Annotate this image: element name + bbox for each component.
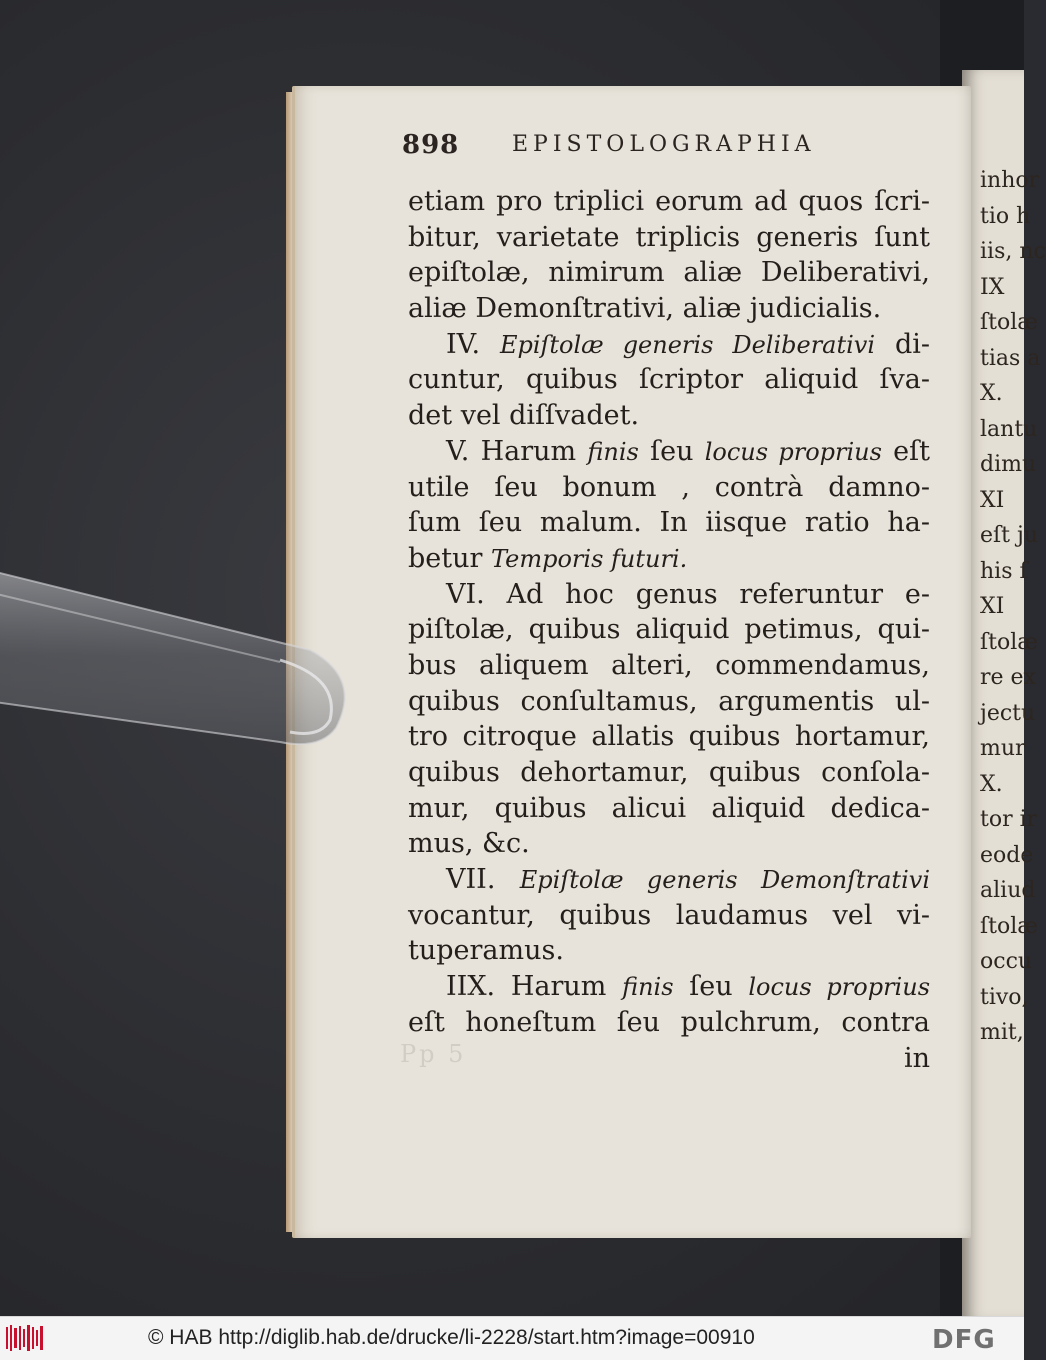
footer-bar (0, 1316, 1024, 1360)
italic-phrase: Epiſtolæ generis Demonſtrativi (519, 866, 930, 895)
text-line (408, 255, 930, 291)
facing-page-fragment: IX (980, 274, 1005, 300)
line-text: epiſtolæ, nimirum aliæ Deliberativi, (408, 257, 930, 289)
line-text: eſt (881, 435, 931, 467)
line-text: IIX. Harum (446, 971, 623, 1003)
italic-phrase: Temporis futuri. (491, 544, 688, 573)
italic-phrase: finis (622, 973, 674, 1002)
line-text: IV. (446, 328, 500, 360)
facing-page (962, 70, 1046, 1320)
facing-page-fragment: occu (980, 949, 1033, 974)
running-title: EPISTOLOGRAPHIA (512, 132, 816, 157)
facing-page-fragment: iis, nc (980, 239, 1046, 264)
facing-page-fragment: ſtolæ (980, 913, 1038, 939)
line-text: ſeu (638, 435, 705, 467)
body-text (408, 184, 930, 1076)
text-line (408, 505, 930, 541)
line-text: tuperamus. (408, 935, 564, 967)
line-text: in (903, 1042, 930, 1074)
facing-page-fragment: mit, (980, 1020, 1024, 1045)
facing-page-fragment: jectu (980, 700, 1036, 726)
text-line (408, 184, 930, 220)
text-line (408, 755, 930, 791)
facing-page-fragment: X. (980, 381, 1003, 406)
facing-page-fragment: his ſ (980, 558, 1028, 584)
running-head (402, 130, 842, 164)
text-line (408, 1041, 930, 1077)
line-text: VII. (446, 864, 520, 896)
facing-page-fragment: ſtolæ (980, 310, 1038, 335)
line-text: quibus conſultamus, argumentis ul- (408, 685, 930, 717)
line-text: piſtolæ, quibus aliquid petimus, qui- (408, 614, 930, 646)
text-line (408, 577, 930, 613)
text-line (408, 684, 930, 720)
text-line (408, 291, 930, 327)
line-text: tro citroque allatis quibus hortamur, (408, 721, 930, 753)
text-line (408, 791, 930, 827)
line-text: bitur, varietate triplicis generis ſunt (408, 221, 930, 253)
line-text: cuntur, quibus ſcriptor aliquid ſva- (408, 364, 930, 396)
text-line (408, 969, 930, 1005)
line-text: betur (408, 542, 491, 574)
text-line (408, 541, 930, 577)
facing-page-fragment: X. (980, 771, 1003, 797)
facing-page-fragment: tivo, (980, 984, 1029, 1010)
italic-phrase: Epiſtolæ generis Deliberativi (499, 330, 876, 359)
facing-page-fragment: mur (980, 736, 1026, 761)
line-text: utile ſeu bonum , contrà damno- (408, 471, 930, 503)
text-line (408, 933, 930, 969)
text-line (408, 719, 930, 755)
line-text: etiam pro triplici eorum ad quos ſcri- (408, 186, 930, 217)
text-line (408, 826, 930, 862)
text-line (408, 470, 930, 506)
line-text: ſum ſeu malum. In iisque ratio ha- (408, 507, 930, 539)
line-text: V. Harum (446, 435, 588, 467)
line-text: mur, quibus alicui aliquid dedica- (408, 792, 930, 824)
line-text: ſeu (673, 971, 749, 1003)
line-text: bus aliquem alteri, commendamus, (408, 649, 930, 681)
bleed-through-text: Pp 5 (400, 1040, 467, 1068)
line-text: eſt honeſtum ſeu pulchrum, contra (408, 1006, 930, 1038)
facing-page-fragment: XI (980, 594, 1005, 619)
italic-phrase: locus proprius (704, 437, 882, 466)
line-text: quibus dehortamur, quibus conſola- (408, 757, 930, 788)
text-line (408, 398, 930, 434)
text-line (408, 327, 930, 363)
facing-page-fragment: tias a (980, 345, 1041, 371)
facing-page-fragment: tor ir (980, 807, 1038, 832)
hab-barcode-logo-icon (6, 1325, 46, 1351)
facing-page-fragment: dimu (980, 452, 1037, 477)
facing-page-fragment: inhor (980, 168, 1040, 193)
text-line (408, 612, 930, 648)
text-line (408, 898, 930, 934)
text-line (408, 220, 930, 256)
facing-page-fragment: tio h (980, 203, 1031, 229)
line-text: VI. Ad hoc genus referuntur e- (446, 578, 930, 610)
line-text: aliæ Demonſtrativi, aliæ judicialis. (408, 293, 882, 325)
facing-page-fragment: ſtolæ (980, 629, 1038, 655)
glass-page-weight (0, 560, 380, 780)
facing-page-fragment: re ex (980, 665, 1036, 690)
text-line (408, 434, 930, 470)
page-number: 898 (402, 130, 460, 160)
text-line (408, 1005, 930, 1041)
facing-page-fragment: eſt ju (980, 523, 1038, 548)
dfg-logo: DFG (932, 1325, 996, 1355)
line-text: det vel diſſvadet. (408, 400, 640, 432)
line-text: mus, &c. (408, 828, 530, 860)
facing-page-fragment: eode (980, 842, 1034, 868)
line-text: vocantur, quibus laudamus vel vi- (408, 899, 930, 931)
text-line (408, 648, 930, 684)
text-line (408, 862, 930, 898)
facing-page-fragment: XI (980, 487, 1005, 513)
italic-phrase: locus proprius (748, 973, 931, 1002)
text-line (408, 362, 930, 398)
copyright-url: © HAB http://diglib.hab.de/drucke/li-2228/start.htm?image=00910 (148, 1326, 755, 1349)
line-text: di- (875, 328, 931, 360)
italic-phrase: finis (587, 437, 639, 466)
facing-page-fragment: lantu (980, 416, 1038, 442)
facing-page-fragment: aliud (980, 878, 1036, 903)
